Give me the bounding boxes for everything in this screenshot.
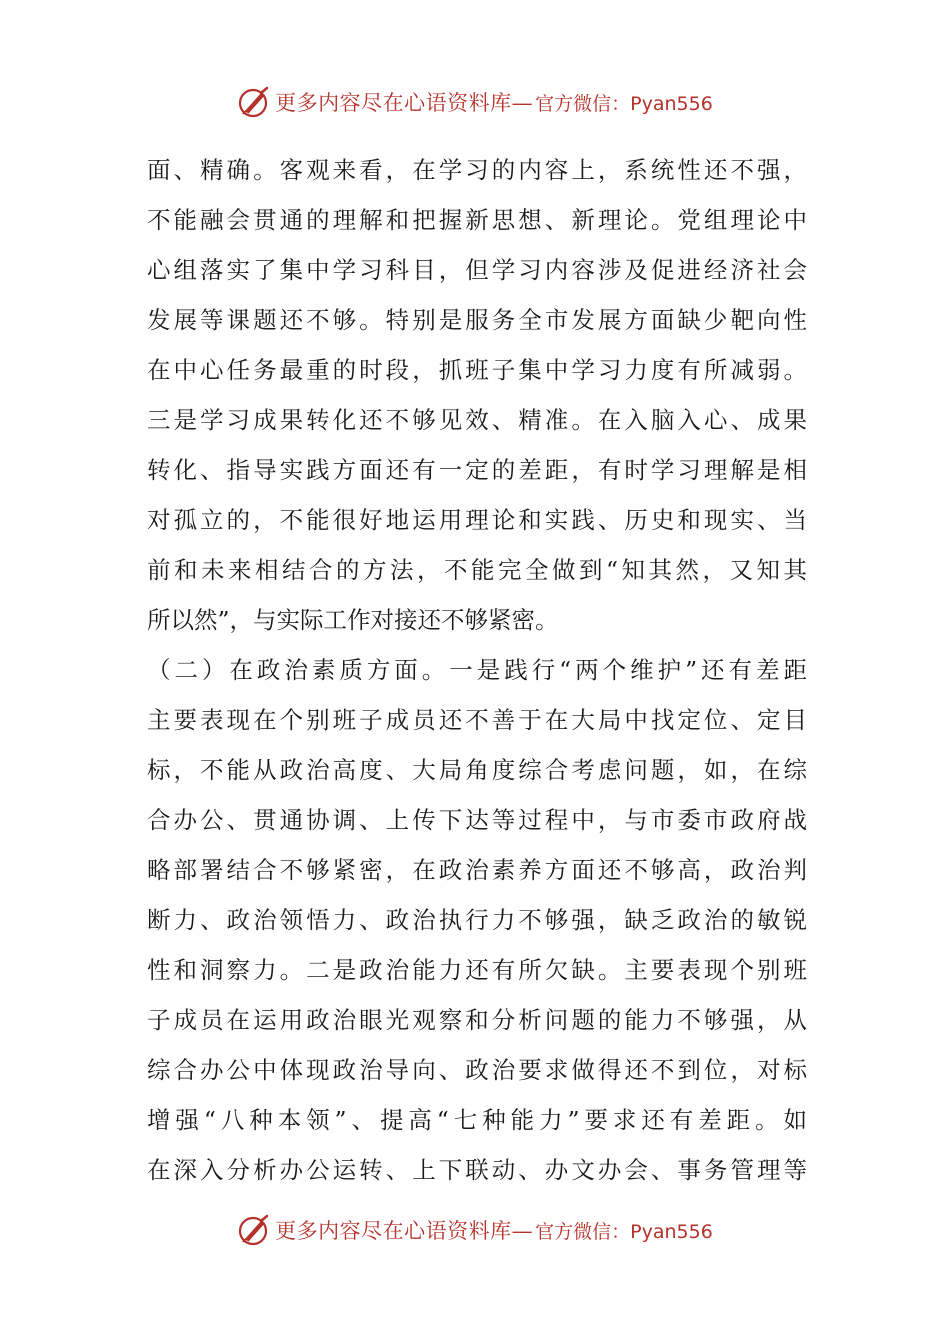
text-line: 不能融会贯通的理解和把握新思想、新理论。党组理论中 bbox=[147, 206, 807, 234]
text-line: 在深入分析办公运转、上下联动、办文办会、事务管理等 bbox=[147, 1156, 807, 1184]
document-body bbox=[147, 145, 807, 1195]
text-line: 前和未来相结合的方法，不能完全做到“知其然，又知其 bbox=[147, 556, 807, 584]
text-line: 转化、指导实践方面还有一定的差距，有时学习理解是相 bbox=[147, 456, 807, 484]
text-line: 发展等课题还不够。特别是服务全市发展方面缺少靶向性 bbox=[147, 306, 807, 334]
text-line: （二）在政治素质方面。一是践行“两个维护”还有差距 bbox=[147, 656, 807, 684]
text-line: 所以然”，与实际工作对接还不够紧密。 bbox=[147, 606, 559, 634]
header-brand-text: 更多内容尽在心语资料库— bbox=[275, 91, 534, 115]
text-line: 三是学习成果转化还不够见效、精准。在入脑入心、成果 bbox=[147, 406, 807, 434]
text-line: 断力、政治领悟力、政治执行力不够强，缺乏政治的敏锐 bbox=[147, 906, 807, 934]
header-banner bbox=[0, 82, 950, 122]
text-line: 主要表现在个别班子成员还不善于在大局中找定位、定目 bbox=[147, 706, 807, 734]
footer-brand-text: 更多内容尽在心语资料库— bbox=[275, 1219, 534, 1243]
pen-logo-icon bbox=[237, 85, 271, 119]
text-line: 性和洞察力。二是政治能力还有所欠缺。主要表现个别班 bbox=[147, 956, 807, 984]
text-line: 心组落实了集中学习科目，但学习内容涉及促进经济社会 bbox=[147, 256, 807, 284]
text-line: 略部署结合不够紧密，在政治素养方面还不够高，政治判 bbox=[147, 856, 807, 884]
footer-banner bbox=[0, 1210, 950, 1250]
text-line: 在中心任务最重的时段，抓班子集中学习力度有所减弱。 bbox=[147, 356, 807, 384]
text-line: 对孤立的，不能很好地运用理论和实践、历史和现实、当 bbox=[147, 506, 807, 534]
text-line: 面、精确。客观来看，在学习的内容上，系统性还不强， bbox=[147, 156, 807, 184]
text-line: 合办公、贯通协调、上传下达等过程中，与市委市政府战 bbox=[147, 806, 807, 834]
text-line: 综合办公中体现政治导向、政治要求做得还不到位，对标 bbox=[147, 1056, 807, 1084]
text-line: 子成员在运用政治眼光观察和分析问题的能力不够强，从 bbox=[147, 1006, 807, 1034]
header-wechat-text: 官方微信：Pyan556 bbox=[535, 92, 713, 115]
text-line: 增强“八种本领”、提高“七种能力”要求还有差距。如 bbox=[147, 1106, 807, 1134]
footer-wechat-text: 官方微信：Pyan556 bbox=[535, 1220, 713, 1243]
text-line: 标，不能从政治高度、大局角度综合考虑问题，如，在综 bbox=[147, 756, 807, 784]
pen-logo-icon bbox=[237, 1213, 271, 1247]
